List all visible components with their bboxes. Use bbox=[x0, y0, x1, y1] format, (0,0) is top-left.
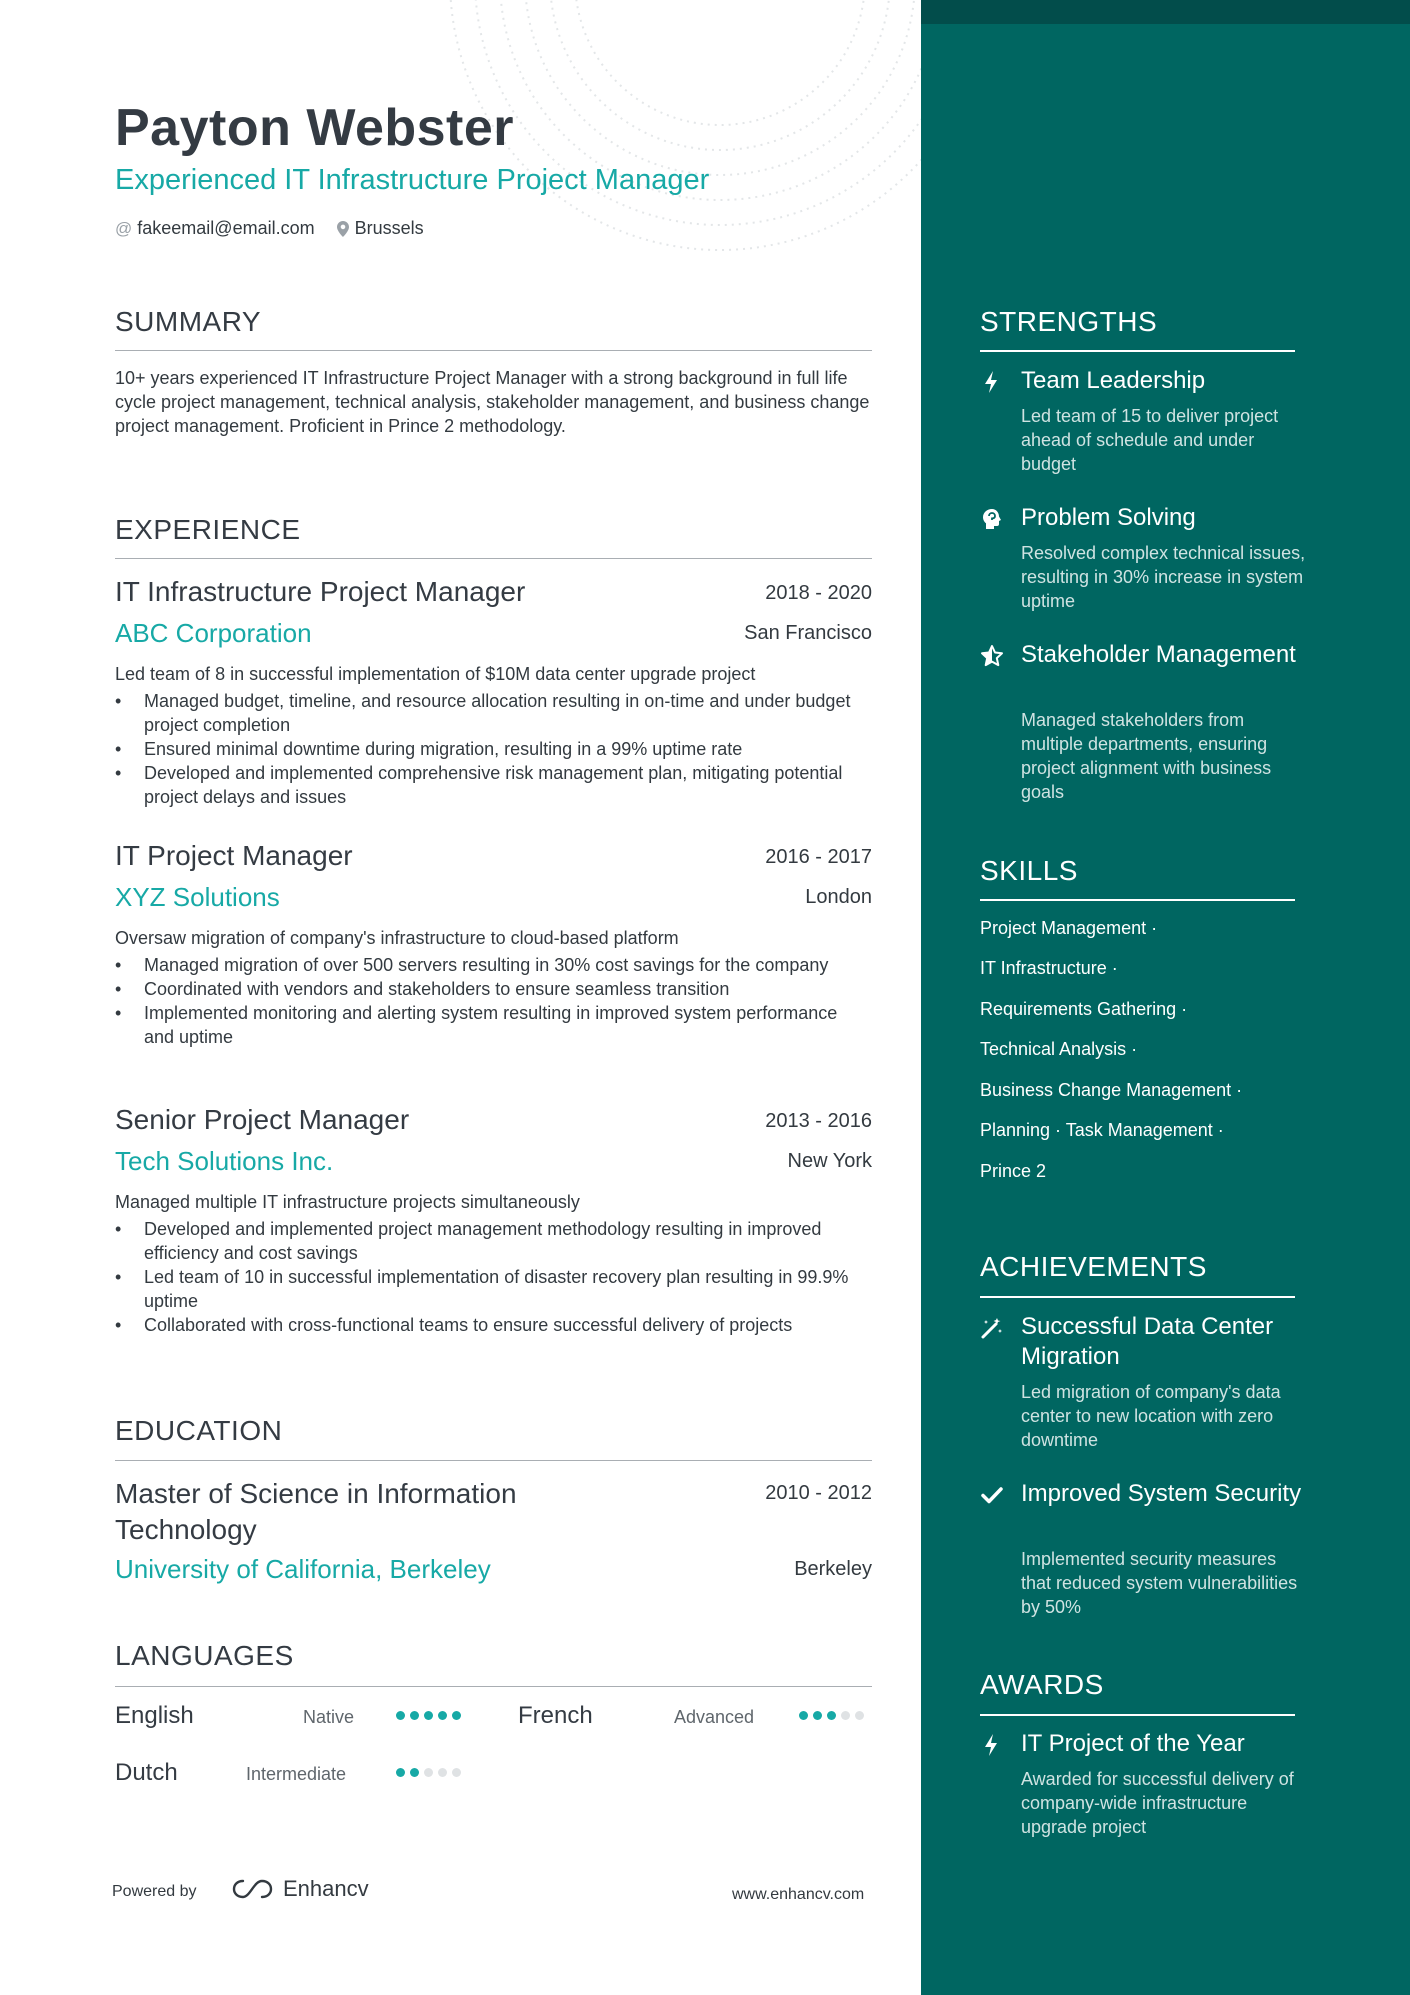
proficiency-dot-filled bbox=[438, 1711, 447, 1720]
job-bullets bbox=[115, 953, 872, 1049]
language-dots bbox=[396, 1768, 461, 1777]
enhancv-brand: Enhancv bbox=[283, 1876, 369, 1901]
job-dates: 2018 - 2020 bbox=[765, 582, 872, 604]
summary-divider bbox=[115, 350, 872, 351]
experience-divider bbox=[115, 558, 872, 559]
proficiency-dot-empty bbox=[841, 1711, 850, 1720]
email-text[interactable]: fakeemail@email.com bbox=[137, 218, 315, 238]
strength-title: Stakeholder Management bbox=[1021, 641, 1296, 668]
job-dates: 2016 - 2017 bbox=[765, 846, 872, 868]
job-location: New York bbox=[787, 1150, 872, 1172]
proficiency-dot-filled bbox=[452, 1711, 461, 1720]
job-description: Managed multiple IT infrastructure projects simultaneously bbox=[115, 1192, 580, 1212]
candidate-name: Payton Webster bbox=[115, 99, 515, 157]
skill-item: Requirements Gathering · bbox=[980, 999, 1188, 1019]
school-location: Berkeley bbox=[794, 1558, 872, 1580]
awards-heading: AWARDS bbox=[980, 1669, 1104, 1700]
achievement-title: Improved System Security bbox=[1021, 1480, 1302, 1507]
skill-item: Project Management · bbox=[980, 918, 1158, 938]
powered-by-label: Powered by bbox=[112, 1883, 197, 1900]
skill-item: Business Change Management · bbox=[980, 1080, 1243, 1100]
enhancv-infinity-icon bbox=[231, 1878, 277, 1900]
education-heading: EDUCATION bbox=[115, 1415, 283, 1446]
enhancv-logo[interactable] bbox=[231, 1876, 369, 1902]
proficiency-dot-filled bbox=[396, 1711, 405, 1720]
skills-heading: SKILLS bbox=[980, 855, 1078, 886]
strengths-heading: STRENGTHS bbox=[980, 306, 1158, 337]
bullet-item: • Developed and implemented project management methodology resulting in improved efficiency and cost savings bbox=[115, 1217, 872, 1265]
skill-item: Prince 2 bbox=[980, 1161, 1047, 1181]
education-dates: 2010 - 2012 bbox=[765, 1482, 872, 1504]
proficiency-dot-filled bbox=[813, 1711, 822, 1720]
achievements-divider bbox=[980, 1296, 1295, 1298]
website-link[interactable]: www.enhancv.com bbox=[732, 1886, 865, 1903]
proficiency-dot-filled bbox=[424, 1711, 433, 1720]
languages-heading: LANGUAGES bbox=[115, 1640, 294, 1671]
job-location: London bbox=[805, 886, 872, 908]
bullet-item: • Ensured minimal downtime during migration, resulting in a 99% uptime rate bbox=[115, 737, 872, 761]
proficiency-dot-empty bbox=[855, 1711, 864, 1720]
bullet-item: • Implemented monitoring and alerting system resulting in improved system performance and uptime bbox=[115, 1001, 872, 1049]
job-title: Senior Project Manager bbox=[115, 1104, 410, 1135]
job-title: IT Infrastructure Project Manager bbox=[115, 576, 526, 607]
language-level: Advanced bbox=[674, 1707, 755, 1727]
strength-title: Problem Solving bbox=[1021, 504, 1196, 531]
award-desc: Awarded for successful delivery of company-wide infrastructure upgrade project bbox=[1021, 1769, 1294, 1837]
brain-icon bbox=[980, 507, 1004, 531]
languages-divider bbox=[115, 1686, 872, 1687]
job-description: Led team of 8 in successful implementation of $10M data center upgrade project bbox=[115, 664, 756, 684]
job-company: ABC Corporation bbox=[115, 618, 312, 648]
job-dates: 2013 - 2016 bbox=[765, 1110, 872, 1132]
language-name: French bbox=[518, 1702, 593, 1729]
strengths-divider bbox=[980, 350, 1295, 352]
strength-desc: Led team of 15 to deliver project ahead of schedule and under budget bbox=[1021, 406, 1279, 474]
language-level: Native bbox=[303, 1707, 355, 1727]
proficiency-dot-filled bbox=[410, 1768, 419, 1777]
awards-divider bbox=[980, 1714, 1295, 1716]
job-company: Tech Solutions Inc. bbox=[115, 1146, 334, 1176]
strength-title: Team Leadership bbox=[1021, 367, 1206, 394]
language-name: English bbox=[115, 1702, 194, 1729]
award-title: IT Project of the Year bbox=[1021, 1730, 1245, 1757]
magic-wand-icon bbox=[980, 1316, 1004, 1340]
bullet-item: • Coordinated with vendors and stakeholders to ensure seamless transition bbox=[115, 977, 872, 1001]
language-level: Intermediate bbox=[246, 1764, 347, 1784]
strength-desc: Managed stakeholders from multiple departments, ensuring project alignment with business goals bbox=[1021, 710, 1272, 802]
achievement-desc: Implemented security measures that reduced system vulnerabilities by 50% bbox=[1021, 1549, 1298, 1617]
job-company: XYZ Solutions bbox=[115, 882, 280, 912]
summary-heading: SUMMARY bbox=[115, 306, 262, 337]
achievement-desc: Led migration of company's data center to new location with zero downtime bbox=[1021, 1382, 1281, 1450]
job-title: IT Project Manager bbox=[115, 840, 353, 871]
proficiency-dot-filled bbox=[827, 1711, 836, 1720]
sidebar bbox=[921, 0, 1410, 1995]
proficiency-dot-filled bbox=[410, 1711, 419, 1720]
school-name: University of California, Berkeley bbox=[115, 1554, 491, 1584]
skill-item: Planning · Task Management · bbox=[980, 1120, 1224, 1140]
location-text: Brussels bbox=[354, 218, 424, 238]
bullet-item: • Managed migration of over 500 servers resulting in 30% cost savings for the company bbox=[115, 953, 872, 977]
job-bullets bbox=[115, 689, 872, 809]
location-pin-icon bbox=[337, 221, 349, 237]
achievements-heading: ACHIEVEMENTS bbox=[980, 1251, 1207, 1282]
proficiency-dot-filled bbox=[799, 1711, 808, 1720]
skill-item: IT Infrastructure · bbox=[980, 958, 1118, 978]
bolt-icon bbox=[980, 370, 1004, 394]
skill-item: Technical Analysis · bbox=[980, 1039, 1138, 1059]
language-dots bbox=[396, 1711, 461, 1720]
job-description: Oversaw migration of company's infrastructure to cloud-based platform bbox=[115, 928, 679, 948]
sidebar-top-band bbox=[921, 0, 1410, 24]
skills-divider bbox=[980, 899, 1295, 901]
degree-title: Master of Science in Information Technology bbox=[115, 1478, 517, 1545]
at-icon: @ bbox=[115, 218, 133, 238]
star-half-icon bbox=[980, 644, 1004, 668]
education-divider bbox=[115, 1460, 872, 1461]
achievement-title: Successful Data Center Migration bbox=[1021, 1313, 1274, 1370]
proficiency-dot-filled bbox=[396, 1768, 405, 1777]
proficiency-dot-empty bbox=[438, 1768, 447, 1777]
contact-line bbox=[115, 218, 424, 239]
experience-heading: EXPERIENCE bbox=[115, 514, 301, 545]
candidate-title: Experienced IT Infrastructure Project Manager bbox=[115, 164, 710, 196]
bullet-item: • Managed budget, timeline, and resource allocation resulting in on-time and under budget project completion bbox=[115, 689, 872, 737]
proficiency-dot-empty bbox=[424, 1768, 433, 1777]
bolt-icon bbox=[980, 1733, 1004, 1757]
language-dots bbox=[799, 1711, 864, 1720]
bullet-item: • Developed and implemented comprehensive risk management plan, mitigating potential project delays and issues bbox=[115, 761, 872, 809]
strength-desc: Resolved complex technical issues, resulting in 30% increase in system uptime bbox=[1021, 543, 1306, 611]
summary-text: 10+ years experienced IT Infrastructure Project Manager with a strong background in full life cycle project management, technical analysis, stakeholder management, and business change project management. Proficient in Prince 2 methodology. bbox=[115, 368, 870, 436]
proficiency-dot-empty bbox=[452, 1768, 461, 1777]
job-location: San Francisco bbox=[744, 622, 872, 644]
bullet-item: • Led team of 10 in successful implementation of disaster recovery plan resulting in 99.9% uptime bbox=[115, 1265, 872, 1313]
checkmark-icon bbox=[980, 1483, 1004, 1507]
bullet-item: • Collaborated with cross-functional teams to ensure successful delivery of projects bbox=[115, 1313, 872, 1337]
job-bullets bbox=[115, 1217, 872, 1337]
language-name: Dutch bbox=[115, 1759, 178, 1786]
